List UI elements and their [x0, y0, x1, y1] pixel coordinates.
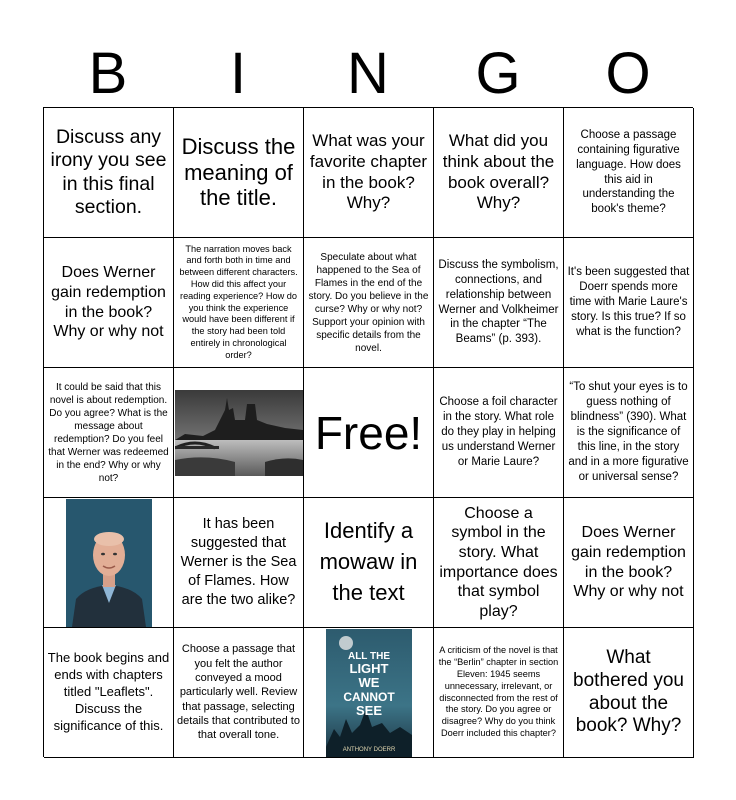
cell-text: Discuss the meaning of the title.: [181, 133, 296, 211]
cell-text: Choose a symbol in the story. What importance does that symbol play?: [439, 504, 558, 620]
bingo-cell[interactable]: [44, 108, 174, 238]
bingo-cell-author-image[interactable]: [44, 498, 174, 628]
cell-text: It could be said that this novel is about redemption. Do you agree? What is the message about redemption? Do you feel that Werner was redeemed in the end? Why or why not?: [48, 381, 169, 484]
bingo-cell[interactable]: [564, 368, 694, 498]
cell-text: Does Werner gain redemption in the book? Why or why not: [51, 264, 166, 341]
bingo-board: [43, 107, 693, 757]
bingo-cell[interactable]: [564, 108, 694, 238]
bingo-cell[interactable]: [434, 108, 564, 238]
cell-text: The book begins and ends with chapters titled "Leaflets". Discuss the significance of this.: [47, 650, 170, 733]
free-space-text: Free!: [314, 406, 423, 459]
cell-text: The narration moves back and forth both in time and between different characters. How did this affect your reading experience? How do you think the experience would have been different if the story had been told entirely in chronological order?: [179, 243, 298, 360]
bingo-cell[interactable]: [304, 238, 434, 368]
cell-text: It's been suggested that Doerr spends more time with Marie Laure's story. Is this true? If so what is the function?: [567, 266, 690, 338]
notre-dame-photo: [175, 390, 303, 476]
cell-text: A criticism of the novel is that the “Berlin” chapter in section Eleven: 1945 seems unnecessary, irrelevant, or disconnected from the rest of the story. Do you agree or disagree? Why do you think Doerr included this chapter?: [438, 645, 559, 738]
bingo-cell[interactable]: [434, 498, 564, 628]
cover-title-line4: CANNOT: [342, 689, 395, 704]
bingo-cell[interactable]: [564, 628, 694, 758]
header-letter-o: O: [605, 41, 651, 106]
bingo-cell[interactable]: [304, 108, 434, 238]
cover-title-line3: WE: [358, 674, 379, 690]
cell-text: What was your favorite chapter in the book? Why?: [309, 131, 428, 213]
bingo-cell-book-cover-image[interactable]: [304, 628, 434, 758]
cover-title-line1: ALL THE: [347, 650, 390, 662]
cover-title-line5: SEE: [355, 702, 382, 718]
cell-text: Identify a mowaw in the text: [319, 518, 418, 605]
cell-text: Choose a passage that you felt the author conveyed a mood particularly well. Review that passage, selecting details that contributed to that overall tone.: [177, 643, 300, 742]
bingo-cell[interactable]: [44, 238, 174, 368]
bingo-cell[interactable]: [44, 368, 174, 498]
header-letter-g: G: [475, 41, 521, 106]
bingo-cell[interactable]: [174, 628, 304, 758]
cell-text: Speculate about what happened to the Sea of Flames in the end of the story. Do you believe in the curse? Why or why not? Support your opinion with specific details from the novel.: [308, 251, 429, 354]
cell-text: What bothered you about the book? Why?: [573, 646, 684, 737]
bingo-cell[interactable]: [174, 498, 304, 628]
cell-text: What did you think about the book overall? Why?: [442, 131, 555, 213]
bingo-cell[interactable]: [304, 498, 434, 628]
bingo-cell[interactable]: [564, 238, 694, 368]
cell-text: Choose a foil character in the story. What role do they play in helping us understand Werner or Marie Laure?: [439, 396, 558, 468]
header-letter-i: I: [229, 41, 247, 106]
cover-author: ANTHONY DOERR: [342, 746, 395, 753]
bingo-cell[interactable]: [434, 368, 564, 498]
cell-text: Discuss any irony you see in this final section.: [50, 125, 167, 218]
author-portrait-photo: [66, 499, 152, 627]
bingo-cell[interactable]: [564, 498, 694, 628]
header-letter-n: N: [347, 41, 389, 106]
bingo-cell[interactable]: [434, 628, 564, 758]
cell-text: “To shut your eyes is to guess nothing of blindness” (390). What is the significance of this line, in the story and in a more figurative or universal sense?: [568, 381, 689, 483]
bingo-cell-free[interactable]: [304, 368, 434, 498]
bingo-cell[interactable]: [44, 628, 174, 758]
bingo-header: [43, 40, 693, 108]
bingo-cell[interactable]: [174, 238, 304, 368]
cell-text: It has been suggested that Werner is the Sea of Flames. How are the two alike?: [180, 516, 297, 608]
cell-text: Choose a passage containing figurative language. How does this aid in understanding the book's theme?: [576, 128, 681, 216]
bingo-cell-cathedral-image[interactable]: [174, 368, 304, 498]
cover-title-line2: LIGHT: [349, 660, 388, 676]
book-cover-image: [326, 629, 412, 757]
header-letter-b: B: [88, 41, 128, 106]
bingo-cell[interactable]: [174, 108, 304, 238]
cell-text: Does Werner gain redemption in the book? Why or why not: [571, 524, 686, 601]
bingo-cell[interactable]: [434, 238, 564, 368]
cell-text: Discuss the symbolism, connections, and relationship between Werner and Volkheimer in the chapter “The Beams” (p. 393).: [438, 258, 559, 346]
